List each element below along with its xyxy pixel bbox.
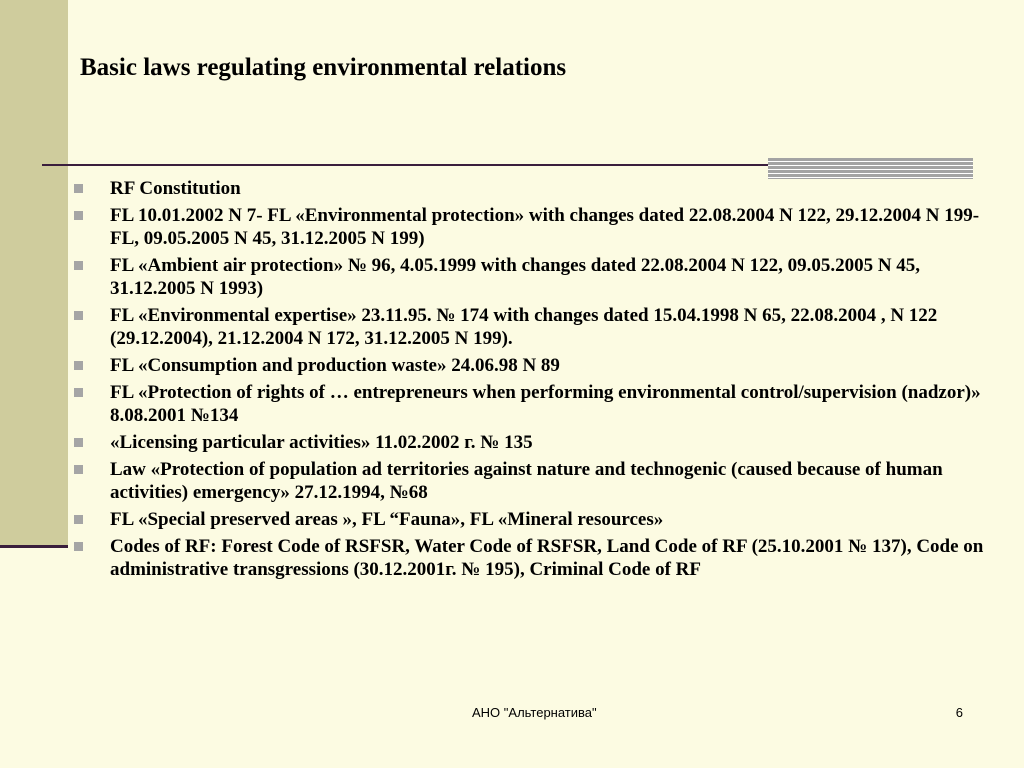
list-item: [72, 204, 997, 250]
footer-organization: АНО "Альтернатива": [472, 705, 597, 720]
law-list: [72, 177, 997, 585]
square-bullet-icon: [74, 184, 83, 193]
list-item-text: FL «Protection of rights of … entrepreneurs when performing environmental control/supervision (nadzor)» 8.08.2001 №134: [110, 382, 981, 426]
list-item: [72, 535, 997, 581]
list-item-text: FL «Environmental expertise» 23.11.95. № 174 with changes dated 15.04.1998 N 65, 22.08.2004 , N 122 (29.12.2004), 21.12.2004 N 172, 31.12.2005 N 199).: [110, 305, 938, 349]
list-item: [72, 177, 997, 200]
square-bullet-icon: [74, 438, 83, 447]
square-bullet-icon: [74, 261, 83, 270]
divider-stripes: [768, 158, 973, 179]
list-item-text: FL «Consumption and production waste» 24.06.98 N 89: [110, 355, 560, 376]
square-bullet-icon: [74, 311, 83, 320]
list-item-text: RF Constitution: [110, 178, 241, 199]
square-bullet-icon: [74, 465, 83, 474]
square-bullet-icon: [74, 361, 83, 370]
square-bullet-icon: [74, 515, 83, 524]
list-item: [72, 304, 997, 350]
list-item: [72, 354, 997, 377]
list-item: [72, 508, 997, 531]
left-accent-band: [0, 0, 68, 546]
list-item-text: FL 10.01.2002 N 7- FL «Environmental protection» with changes dated 22.08.2004 N 122, 29.12.2004 N 199- FL, 09.05.2005 N 45, 31.12.2005 N 199): [110, 205, 980, 249]
list-item: [72, 431, 997, 454]
square-bullet-icon: [74, 211, 83, 220]
list-item: [72, 254, 997, 300]
square-bullet-icon: [74, 542, 83, 551]
slide-title: Basic laws regulating environmental relations: [80, 54, 567, 81]
list-item-text: Codes of RF: Forest Code of RSFSR, Water Code of RSFSR, Land Code of RF (25.10.2001 № 137), Code on administrative transgressions (30.12.2001г. № 195), Criminal Code of RF: [110, 536, 984, 580]
list-item: [72, 381, 997, 427]
list-item-text: FL «Special preserved areas », FL “Fauna», FL «Mineral resources»: [110, 509, 664, 530]
left-accent-line: [0, 545, 68, 548]
list-item-text: «Licensing particular activities» 11.02.2002 г. № 135: [110, 432, 533, 453]
square-bullet-icon: [74, 388, 83, 397]
list-item: [72, 458, 997, 504]
list-item-text: Law «Protection of population ad territories against nature and technogenic (caused because of human activities) emergency» 27.12.1994, №68: [110, 459, 943, 503]
list-item-text: FL «Ambient air protection» № 96, 4.05.1999 with changes dated 22.08.2004 N 122, 09.05.2005 N 45, 31.12.2005 N 1993): [110, 255, 921, 299]
page-number: 6: [955, 705, 963, 720]
